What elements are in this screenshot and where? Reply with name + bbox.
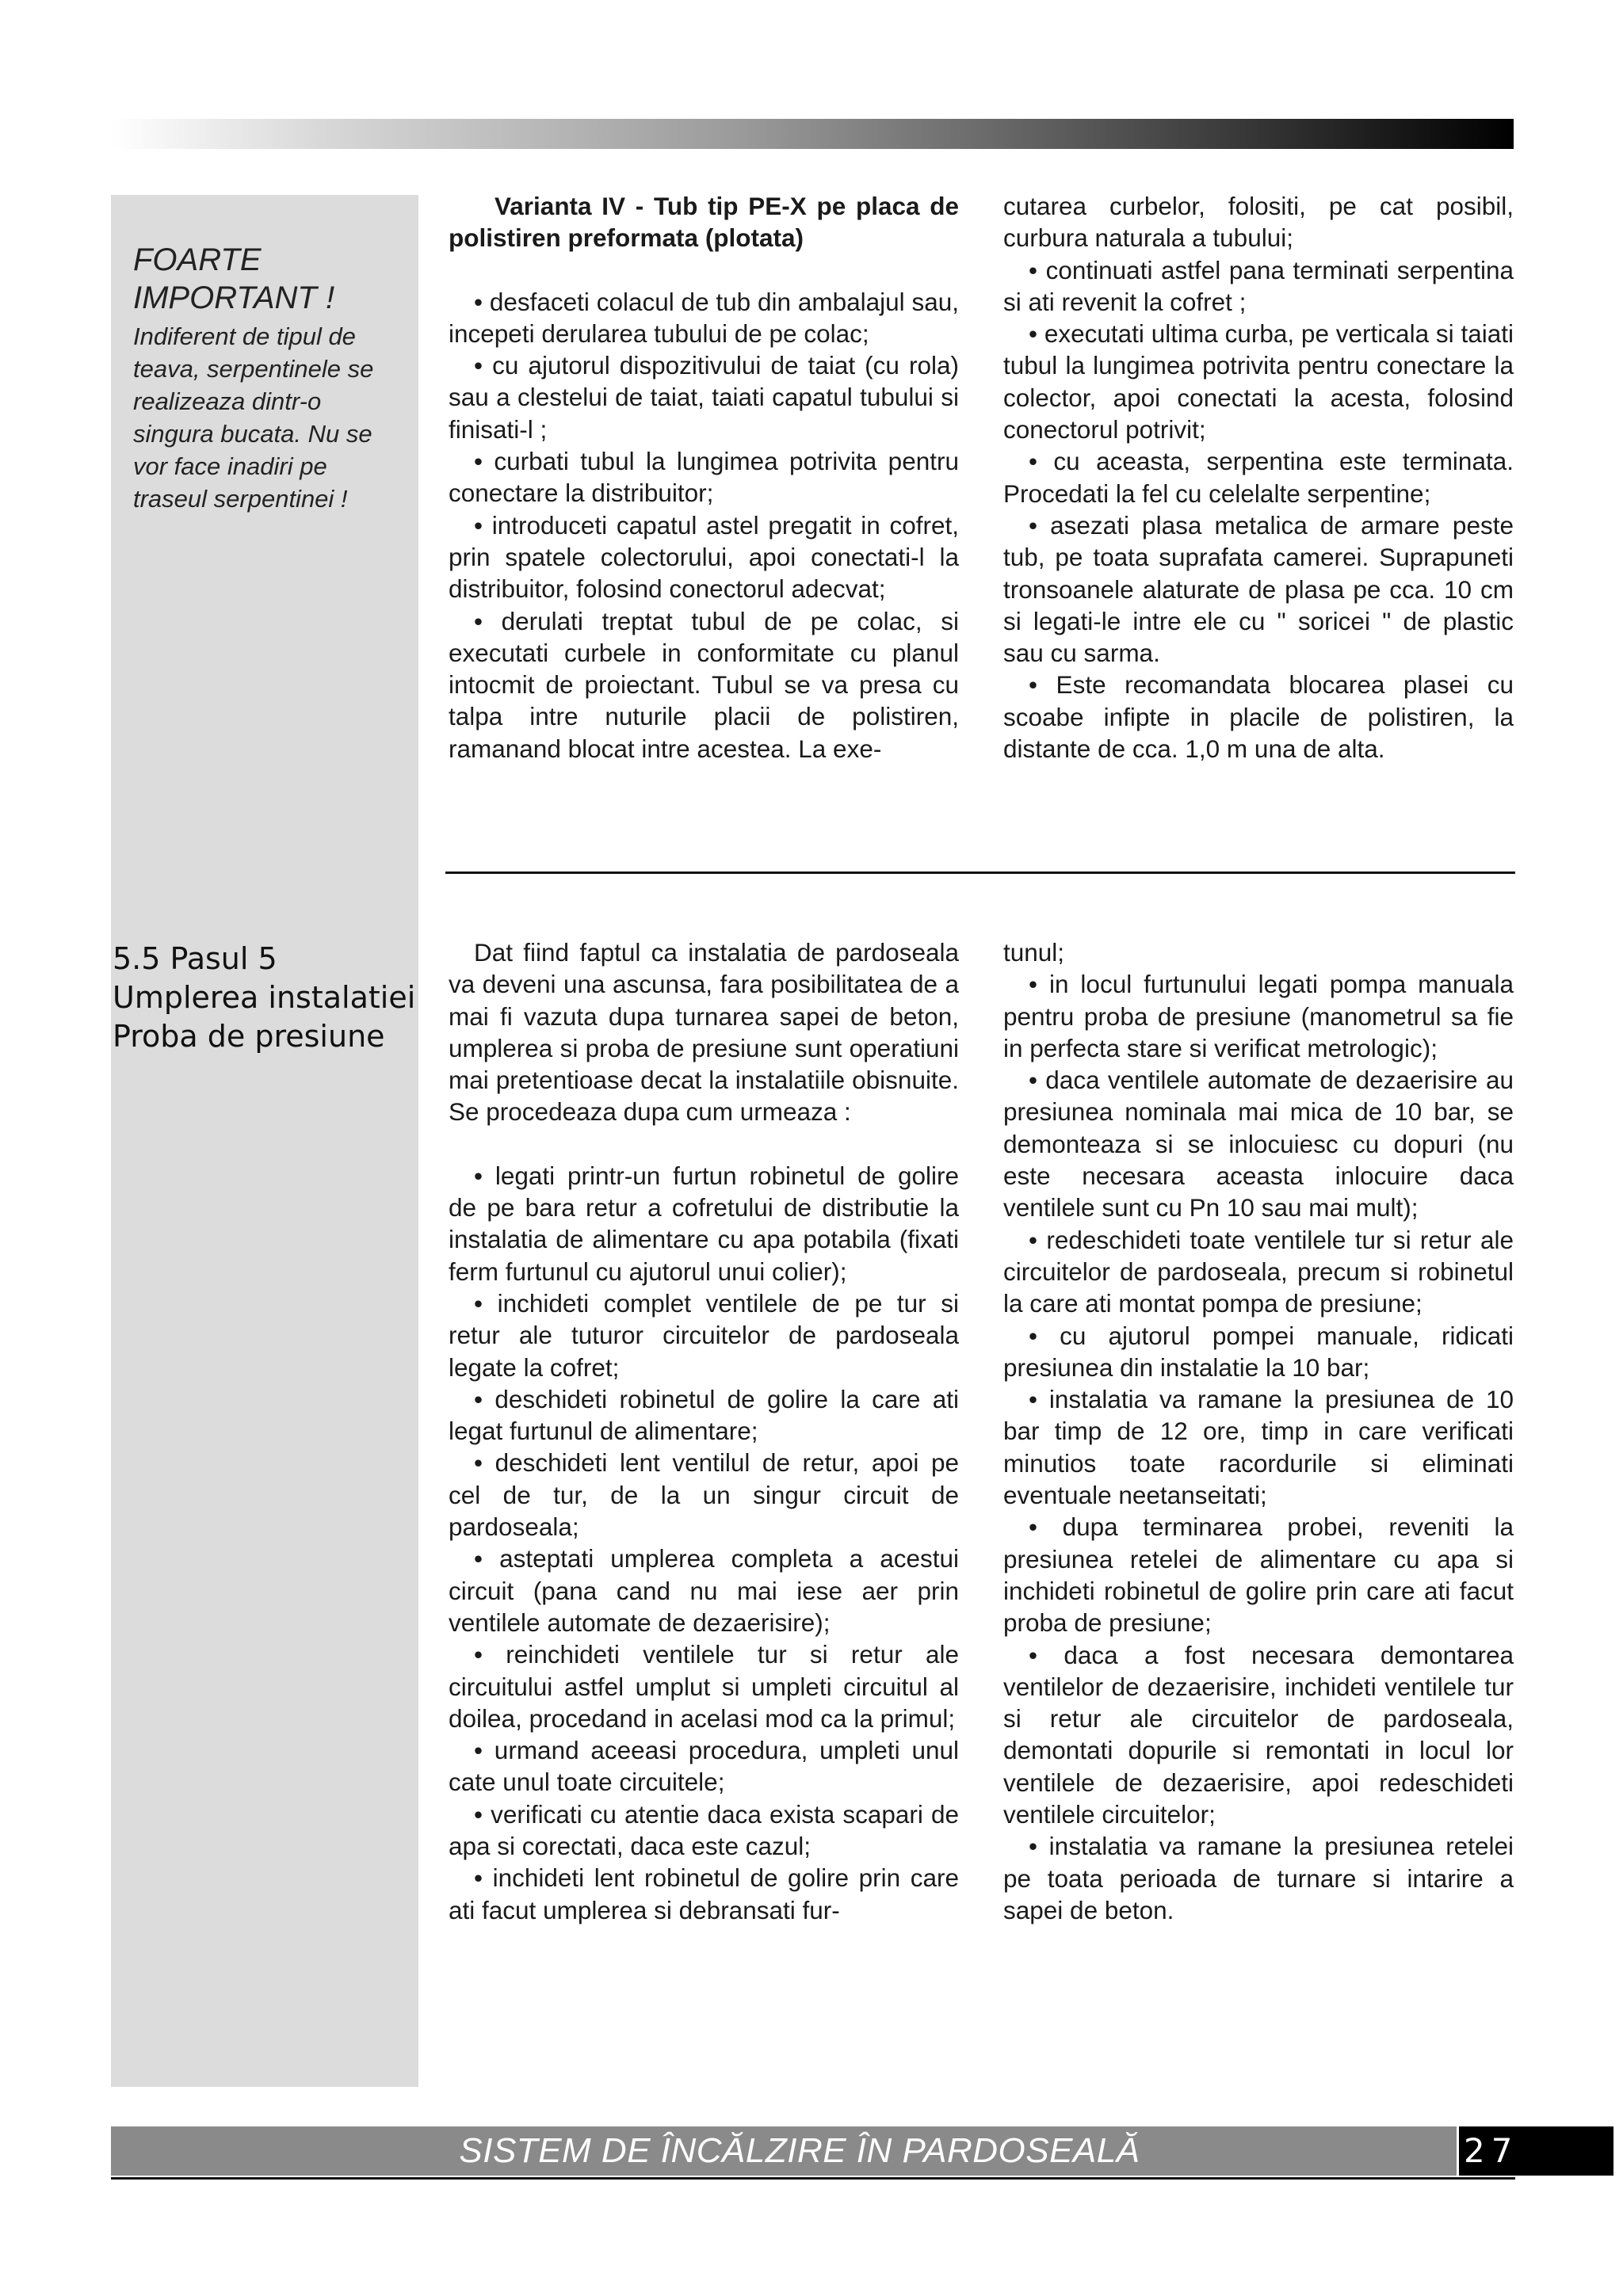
list-item: • cu aceasta, serpentina este terminata. Procedati la fel cu celelalte serpentine; [1003, 447, 1514, 508]
list-item: • derulati treptat tubul de pe colac, si executati curbele in conformitate cu planul intocmit de proiectant. Tubul se va presa cu talpa intre nuturile placii de polistiren, ramanand blocat intre acestea. La exe- [449, 606, 959, 763]
note-body: Indiferent de tipul de teava, serpentinele se realizeaza dintr-o singura bucata. Nu se vor face inadiri pe traseul serpentinei ! [133, 322, 374, 513]
note-title: FOARTE IMPORTANT ! [133, 242, 335, 315]
list-item: • legati printr-un furtun robinetul de golire de pe bara retur a cofretului de distributie la instalatia de alimentare cu apa potabila (fixati ferm furtunul cu ajutorul unui colier); [449, 1161, 959, 1286]
step-name: Umplerea instalatiei [113, 980, 416, 1015]
list-item: • dupa terminarea probei, reveniti la presiunea retelei de alimentare cu apa si inchideti robinetul de golire prin care ati facut proba de presiune; [1003, 1512, 1514, 1638]
list-item: • verificati cu atentie daca exista scapari de apa si corectati, daca este cazul; [449, 1799, 959, 1861]
header-gradient-bar [111, 119, 1514, 149]
list-item: • in locul furtunului legati pompa manuala pentru proba de presiune (manometrul sa fie in perfecta stare si verificat metrologic); [1003, 970, 1514, 1062]
list-item: • instalatia va ramane la presiunea de 10 bar timp de 12 ore, timp in care verificati minutios toate racordurile si eliminati eventuale neetanseitati; [1003, 1385, 1514, 1510]
list-item: • introduceti capatul astel pregatit in cofret, prin spatele colectorului, apoi conectati-l la distribuitor, folosind conectorul adecvat; [449, 510, 959, 604]
list-item: tunul; [1003, 938, 1065, 967]
section-divider [445, 871, 1515, 874]
important-note [133, 241, 403, 515]
list-item: • continuati astfel pana terminati serpentina si ati revenit la cofret ; [1003, 255, 1514, 316]
list-item: • reinchideti ventilele tur si retur ale circuitului astfel umplut si umpleti circuitul al doilea, procedand in acelasi mod ca la primul; [449, 1640, 959, 1733]
list-item: • cu ajutorul pompei manuale, ridicati presiunea din instalatie la 10 bar; [1003, 1321, 1514, 1382]
list-item: • deschideti robinetul de golire la care ati legat furtunul de alimentare; [449, 1384, 959, 1446]
list-item: • daca ventilele automate de dezaerisire au presiunea nominala mai mica de 10 bar, se demonteaza si se inlocuiesc cu dopuri (nu este necesara aceasta inlocuire daca ventilele sunt cu Pn 10 sau mai mult); [1003, 1066, 1514, 1222]
list-item: • instalatia va ramane la presiunea retelei pe toata perioada de turnare si intarire a sapei de beton. [1003, 1832, 1514, 1924]
list-item: • urmand aceeasi procedura, umpleti unul cate unul toate circuitele; [449, 1736, 959, 1797]
step-number: 5.5 Pasul 5 [113, 941, 277, 976]
list-item: • cu ajutorul dispozitivului de taiat (cu rola) sau a clestelui de taiat, taiati capatul tubului si finisati-l ; [449, 351, 959, 444]
list-item: • asteptati umplerea completa a acestui circuit (pana cand nu mai iese aer prin ventilele automate de dezaerisire); [449, 1544, 959, 1637]
section4-column-left [449, 190, 959, 765]
list-item: • asezati plasa metalica de armare peste tub, pe toata suprafata camerei. Suprapuneti tronsoanele alaturate de plasa pe cca. 10 cm si legati-le intre ele cu " soricei " de plastic sau cu sarma. [1003, 510, 1514, 668]
step-subtitle: Proba de presiune [113, 1019, 385, 1054]
list-item: • daca a fost necesara demontarea ventilelor de dezaerisire, inchideti ventilele tur si retur ale circuitelor de pardoseala, demontati dopurile si remontati in locul lor ventilele de dezaerisire, apoi redeschideti ventilele circuitelor; [1003, 1640, 1514, 1829]
section4-column-right [1003, 190, 1514, 765]
intro-paragraph: Dat fiind faptul ca instalatia de pardoseala va deveni una ascunsa, fara posibilitatea de a mai fi vazuta dupa turnarea sapei de beton, umplerea si proba de presiune sunt operatiuni mai pretentioase decat la instalatiile obisnuite. Se procedeaza dupa cum urmeaza : [449, 938, 959, 1127]
list-item: • inchideti complet ventilele de pe tur si retur ale tuturor circuitelor de pardoseala legate la cofret; [449, 1288, 959, 1382]
section5-column-right [1003, 936, 1514, 1926]
list-item: • desfaceti colacul de tub din ambalajul sau, incepeti derularea tubului de pe colac; [449, 287, 959, 348]
list-item: • curbati tubul la lungimea potrivita pentru conectare la distribuitor; [449, 447, 959, 508]
list-item: • Este recomandata blocarea plasei cu scoabe infipte in placile de polistiren, la distante de cca. 1,0 m una de alta. [1003, 670, 1514, 764]
footer-rule [111, 2177, 1515, 2180]
list-item: • deschideti lent ventilul de retur, apoi pe cel de tur, de la un singur circuit de pardoseala; [449, 1448, 959, 1542]
list-item: • executati ultima curba, pe verticala si taiati tubul la lungimea potrivita pentru conectare la colector, apoi conectati la acesta, folosind conectorul potrivit; [1003, 319, 1514, 444]
list-item: cutarea curbelor, folositi, pe cat posibil, curbura naturala a tubului; [1003, 192, 1514, 253]
section5-column-left [449, 936, 959, 1926]
list-item: • inchideti lent robinetul de golire prin care ati facut umplerea si debransati fur- [449, 1863, 959, 1924]
step-title [113, 940, 422, 1056]
footer-title: SISTEM DE ÎNCĂLZIRE ÎN PARDOSEALĂ [459, 2131, 1140, 2170]
list-item: • redeschideti toate ventilele tur si retur ale circuitelor de pardoseala, precum si robinetul la care ati montat pompa de presiune; [1003, 1225, 1514, 1318]
variant-heading: Varianta IV - Tub tip PE-X pe placa de polistiren preformata (plotata) [449, 192, 959, 253]
page-number: 27 [1457, 2126, 1527, 2176]
